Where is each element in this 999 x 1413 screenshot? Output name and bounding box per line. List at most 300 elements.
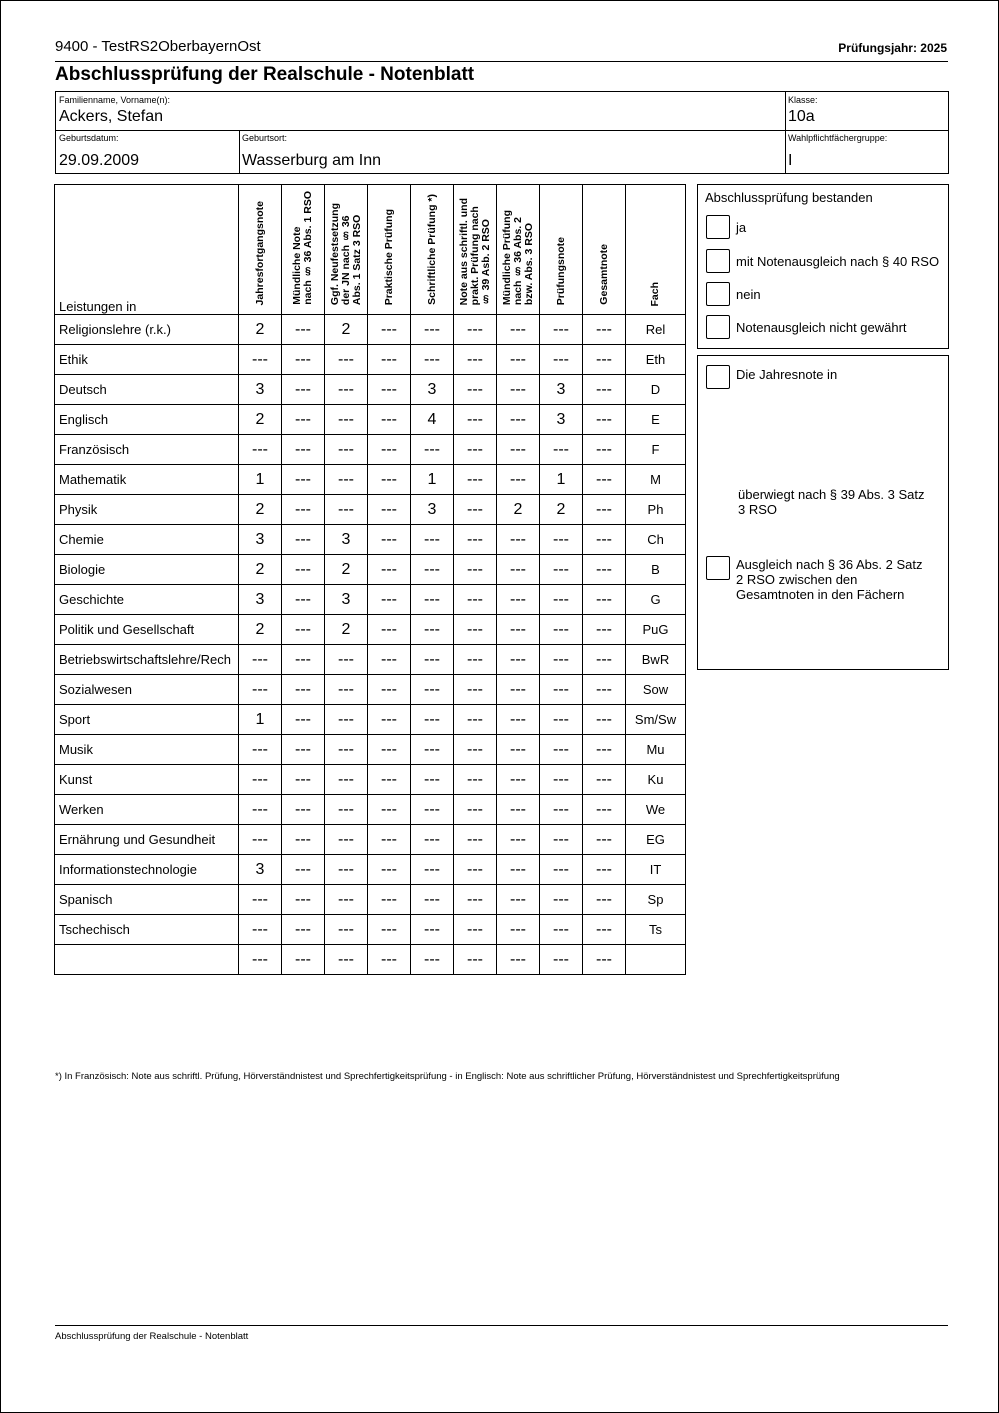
grade-cell: ---: [497, 885, 540, 915]
grade-cell: ---: [411, 825, 454, 855]
grade-cell: ---: [325, 465, 368, 495]
subject-name: Französisch: [55, 435, 239, 465]
grade-cell: ---: [540, 765, 583, 795]
grade-cell: ---: [282, 465, 325, 495]
grade-cell: 1: [239, 705, 282, 735]
grade-cell: ---: [239, 645, 282, 675]
checkbox-jahresnote[interactable]: [706, 365, 730, 389]
grade-cell: ---: [368, 645, 411, 675]
option-ja-label: ja: [736, 220, 747, 235]
grade-cell: ---: [368, 615, 411, 645]
subject-name: Geschichte: [55, 585, 239, 615]
grade-cell: ---: [325, 645, 368, 675]
grade-cell: ---: [583, 945, 626, 975]
grade-cell: ---: [239, 945, 282, 975]
grade-cell: ---: [368, 945, 411, 975]
grade-cell: ---: [497, 435, 540, 465]
grade-cell: ---: [239, 825, 282, 855]
grade-cell: ---: [282, 345, 325, 375]
grade-cell: ---: [454, 855, 497, 885]
table-row: [55, 615, 686, 645]
grade-cell: ---: [325, 825, 368, 855]
page-title: Abschlussprüfung der Realschule - Notenblatt: [55, 64, 475, 85]
grade-cell: ---: [368, 315, 411, 345]
subject-name: Biologie: [55, 555, 239, 585]
subject-name: Physik: [55, 495, 239, 525]
option-notenausgleich-label: mit Notenausgleich nach § 40 RSO: [736, 254, 940, 269]
grade-cell: ---: [583, 915, 626, 945]
ausgleich-text: Ausgleich nach § 36 Abs. 2 Satz 2 RSO zwischen den Gesamtnoten in den Fächern: [736, 557, 923, 602]
grade-cell: ---: [497, 765, 540, 795]
grade-cell: ---: [454, 495, 497, 525]
column-header: [497, 185, 540, 315]
grade-cell: ---: [540, 345, 583, 375]
fach-abbreviation: EG: [626, 825, 686, 855]
grade-cell: ---: [411, 945, 454, 975]
grade-cell: ---: [583, 645, 626, 675]
grade-cell: ---: [583, 885, 626, 915]
grade-cell: ---: [368, 465, 411, 495]
grade-cell: ---: [497, 525, 540, 555]
grade-cell: ---: [368, 375, 411, 405]
grade-cell: ---: [239, 735, 282, 765]
table-row: [55, 525, 686, 555]
grade-cell: ---: [282, 675, 325, 705]
grade-cell: 3: [239, 525, 282, 555]
header-divider: [55, 61, 948, 62]
grade-cell: ---: [497, 825, 540, 855]
grade-cell: ---: [583, 375, 626, 405]
grade-cell: ---: [497, 465, 540, 495]
grade-cell: ---: [411, 675, 454, 705]
table-row: [55, 705, 686, 735]
checkbox-nein[interactable]: [706, 282, 730, 306]
grade-cell: 3: [239, 855, 282, 885]
grade-cell: ---: [368, 705, 411, 735]
grade-cell: ---: [454, 825, 497, 855]
grade-cell: ---: [411, 795, 454, 825]
grade-cell: ---: [583, 345, 626, 375]
grade-cell: ---: [454, 795, 497, 825]
grade-cell: ---: [540, 825, 583, 855]
table-row: [55, 855, 686, 885]
exam-year: Prüfungsjahr: 2025: [838, 41, 947, 55]
grade-cell: 2: [325, 615, 368, 645]
grade-cell: 1: [239, 465, 282, 495]
grade-cell: ---: [282, 555, 325, 585]
grade-cell: ---: [325, 345, 368, 375]
grade-cell: 3: [411, 495, 454, 525]
checkbox-notenausgleich[interactable]: [706, 249, 730, 273]
grade-cell: 4: [411, 405, 454, 435]
grade-cell: ---: [368, 555, 411, 585]
grade-cell: ---: [411, 645, 454, 675]
checkbox-nicht-gewaehrt[interactable]: [706, 315, 730, 339]
grade-cell: ---: [540, 855, 583, 885]
grade-cell: ---: [411, 615, 454, 645]
grade-cell: 3: [411, 375, 454, 405]
column-header-label: Ggf. Neufestsetzung der JN nach § 36 Abs. 1 Satz 3 RSO: [328, 202, 363, 305]
grade-cell: ---: [497, 795, 540, 825]
footer-text: Abschlussprüfung der Realschule - Notenblatt: [55, 1331, 249, 1342]
grade-cell: 3: [540, 405, 583, 435]
grade-cell: ---: [583, 435, 626, 465]
grade-cell: ---: [540, 435, 583, 465]
grade-cell: ---: [583, 585, 626, 615]
grade-cell: ---: [282, 315, 325, 345]
fach-abbreviation: Sp: [626, 885, 686, 915]
ueberwiegt-text: überwiegt nach § 39 Abs. 3 Satz 3 RSO: [738, 487, 925, 517]
table-row: [55, 645, 686, 675]
grade-cell: ---: [411, 435, 454, 465]
grade-cell: 3: [325, 585, 368, 615]
grade-cell: ---: [540, 555, 583, 585]
grade-cell: ---: [540, 645, 583, 675]
birthplace-label: Geburtsort:: [242, 133, 288, 143]
grade-cell: ---: [411, 765, 454, 795]
grade-cell: ---: [368, 435, 411, 465]
grade-cell: ---: [454, 945, 497, 975]
grade-cell: ---: [282, 915, 325, 945]
passed-box: [697, 184, 949, 349]
table-row: [55, 345, 686, 375]
grade-cell: ---: [325, 765, 368, 795]
fach-abbreviation: Eth: [626, 345, 686, 375]
fach-abbreviation: Rel: [626, 315, 686, 345]
fach-abbreviation: BwR: [626, 645, 686, 675]
grade-cell: ---: [325, 435, 368, 465]
grade-cell: ---: [497, 345, 540, 375]
grade-cell: ---: [540, 945, 583, 975]
grade-cell: 2: [325, 315, 368, 345]
grade-cell: ---: [454, 345, 497, 375]
table-row: [55, 945, 686, 975]
table-row: [55, 825, 686, 855]
subject-name: Chemie: [55, 525, 239, 555]
column-header-label: Fach: [649, 282, 661, 307]
table-row: [55, 885, 686, 915]
column-header: [540, 185, 583, 315]
grade-cell: ---: [454, 705, 497, 735]
column-header-label: Jahresfortgangsnote: [253, 200, 266, 305]
grade-cell: ---: [497, 585, 540, 615]
grade-cell: 2: [540, 495, 583, 525]
grade-cell: ---: [583, 675, 626, 705]
subject-name: Ernährung und Gesundheit: [55, 825, 239, 855]
grade-cell: ---: [540, 885, 583, 915]
subject-name: Kunst: [55, 765, 239, 795]
grade-cell: ---: [411, 585, 454, 615]
subject-name: Politik und Gesellschaft: [55, 615, 239, 645]
subject-name: Informationstechnologie: [55, 855, 239, 885]
grade-cell: ---: [411, 735, 454, 765]
grade-cell: ---: [583, 765, 626, 795]
grade-cell: ---: [282, 855, 325, 885]
grade-cell: ---: [282, 645, 325, 675]
grade-cell: ---: [497, 375, 540, 405]
subject-name: Spanisch: [55, 885, 239, 915]
grade-cell: ---: [325, 945, 368, 975]
grade-cell: ---: [497, 645, 540, 675]
grade-cell: ---: [325, 915, 368, 945]
grade-cell: ---: [282, 585, 325, 615]
grade-cell: ---: [282, 735, 325, 765]
group-label: Wahlpflichtfächergruppe:: [788, 133, 888, 143]
grade-cell: 2: [239, 555, 282, 585]
annual-grade-box: [697, 355, 949, 670]
grade-cell: ---: [239, 795, 282, 825]
table-row: [55, 495, 686, 525]
grade-cell: 2: [239, 615, 282, 645]
fach-abbreviation: Ph: [626, 495, 686, 525]
grade-cell: ---: [540, 915, 583, 945]
grade-cell: ---: [583, 705, 626, 735]
grade-cell: ---: [583, 405, 626, 435]
grade-cell: ---: [497, 405, 540, 435]
class-label: Klasse:: [788, 95, 818, 105]
grade-cell: ---: [454, 885, 497, 915]
footnote: *) In Französisch: Note aus schriftl. Prüfung, Hörverständnistest und Sprechfertigkeitsprüfung - in Englisch: Note aus schriftlicher Prüfung, Hörverständnistest und Sprechfertigkeitsprüfung: [55, 1071, 840, 1082]
grade-cell: ---: [583, 825, 626, 855]
grade-cell: 2: [239, 495, 282, 525]
column-header: [239, 185, 282, 315]
subject-name: Deutsch: [55, 375, 239, 405]
birthplace-value: Wasserburg am Inn: [242, 152, 382, 169]
grade-cell: ---: [368, 405, 411, 435]
grade-cell: ---: [239, 915, 282, 945]
class-value: 10a: [788, 108, 815, 125]
grade-cell: ---: [282, 795, 325, 825]
grade-cell: 2: [239, 315, 282, 345]
fach-abbreviation: Ts: [626, 915, 686, 945]
grade-cell: ---: [411, 555, 454, 585]
jahresnote-label: Die Jahresnote in: [736, 367, 838, 382]
table-header-row: [55, 185, 686, 315]
student-info-box: [55, 91, 949, 174]
grade-cell: ---: [583, 525, 626, 555]
fach-abbreviation: We: [626, 795, 686, 825]
grade-cell: ---: [411, 345, 454, 375]
grade-cell: ---: [368, 585, 411, 615]
column-header-label: Mündliche Note nach § 36 Abs. 1 RSO: [291, 191, 314, 305]
column-header: [325, 185, 368, 315]
column-header-label: Praktische Prüfung: [382, 208, 395, 305]
birthdate-value: 29.09.2009: [59, 152, 140, 169]
grade-cell: ---: [583, 555, 626, 585]
grade-cell: ---: [325, 885, 368, 915]
grade-cell: ---: [497, 735, 540, 765]
grade-cell: ---: [497, 855, 540, 885]
table-row: [55, 915, 686, 945]
grade-cell: ---: [411, 705, 454, 735]
grade-cell: ---: [583, 465, 626, 495]
grade-cell: ---: [282, 435, 325, 465]
subject-name: Betriebswirtschaftslehre/Rech: [55, 645, 239, 675]
subject-name: Englisch: [55, 405, 239, 435]
column-header-label: Note aus schriftl. und prakt. Prüfung nach § 39 Asb. 2 RSO: [457, 197, 492, 305]
fach-abbreviation: IT: [626, 855, 686, 885]
subject-name: Religionslehre (r.k.): [55, 315, 239, 345]
grade-cell: ---: [497, 315, 540, 345]
fach-abbreviation: Sow: [626, 675, 686, 705]
grade-cell: 1: [540, 465, 583, 495]
table-row: [55, 795, 686, 825]
table-row: [55, 585, 686, 615]
grade-cell: ---: [325, 495, 368, 525]
grade-cell: ---: [239, 765, 282, 795]
table-row: [55, 375, 686, 405]
footer-divider: [55, 1325, 948, 1326]
column-header: [368, 185, 411, 315]
option-nicht-gewaehrt-label: Notenausgleich nicht gewährt: [736, 320, 907, 335]
grade-cell: ---: [325, 705, 368, 735]
grade-cell: 3: [325, 525, 368, 555]
table-row: [55, 405, 686, 435]
subject-name: Musik: [55, 735, 239, 765]
grade-cell: ---: [540, 735, 583, 765]
grade-cell: ---: [368, 915, 411, 945]
column-header-label: Gesamtnote: [597, 244, 610, 305]
grade-cell: ---: [368, 855, 411, 885]
subject-name: Werken: [55, 795, 239, 825]
student-name: Ackers, Stefan: [59, 108, 164, 125]
grade-cell: ---: [368, 795, 411, 825]
grade-cell: ---: [411, 855, 454, 885]
grade-cell: ---: [583, 315, 626, 345]
grade-cell: ---: [368, 765, 411, 795]
grade-cell: ---: [583, 495, 626, 525]
column-header-label: Mündliche Prüfung nach § 36 Abs. 2 bzw. Abs. 3 RSO: [500, 209, 535, 305]
column-header-label: Prüfungsnote: [554, 236, 567, 305]
grade-cell: ---: [325, 675, 368, 705]
name-label: Familienname, Vorname(n):: [59, 95, 171, 105]
grade-cell: ---: [540, 585, 583, 615]
subject-name: Ethik: [55, 345, 239, 375]
grade-cell: ---: [540, 705, 583, 735]
fach-abbreviation: G: [626, 585, 686, 615]
subject-name: Sport: [55, 705, 239, 735]
table-row: [55, 555, 686, 585]
fach-abbreviation: Ku: [626, 765, 686, 795]
grade-cell: ---: [368, 345, 411, 375]
header-leistungen: Leistungen in: [55, 185, 239, 315]
grade-cell: 2: [325, 555, 368, 585]
grade-cell: ---: [454, 735, 497, 765]
grade-cell: ---: [325, 735, 368, 765]
grade-cell: ---: [368, 675, 411, 705]
checkbox-ausgleich[interactable]: [706, 556, 730, 580]
fach-abbreviation: B: [626, 555, 686, 585]
grade-cell: ---: [583, 735, 626, 765]
grade-cell: ---: [583, 795, 626, 825]
table-row: [55, 435, 686, 465]
table-row: [55, 735, 686, 765]
column-header: [411, 185, 454, 315]
grade-cell: ---: [454, 405, 497, 435]
subject-name: Sozialwesen: [55, 675, 239, 705]
grade-cell: ---: [497, 675, 540, 705]
grade-cell: ---: [411, 885, 454, 915]
birthdate-label: Geburtsdatum:: [59, 133, 119, 143]
grade-cell: ---: [540, 525, 583, 555]
grade-cell: ---: [497, 615, 540, 645]
fach-abbreviation: E: [626, 405, 686, 435]
grade-cell: ---: [454, 585, 497, 615]
grade-cell: ---: [454, 765, 497, 795]
grade-cell: ---: [454, 375, 497, 405]
fach-abbreviation: PuG: [626, 615, 686, 645]
grade-cell: ---: [282, 765, 325, 795]
grade-cell: ---: [454, 555, 497, 585]
fach-abbreviation: Mu: [626, 735, 686, 765]
grade-cell: ---: [497, 555, 540, 585]
checkbox-ja[interactable]: [706, 215, 730, 239]
column-header: [626, 185, 686, 315]
grade-cell: ---: [540, 315, 583, 345]
column-header: [282, 185, 325, 315]
grade-cell: ---: [454, 465, 497, 495]
grade-cell: ---: [325, 855, 368, 885]
grade-cell: ---: [540, 615, 583, 645]
fach-abbreviation: F: [626, 435, 686, 465]
grade-cell: ---: [454, 615, 497, 645]
grade-cell: ---: [368, 885, 411, 915]
column-header: [454, 185, 497, 315]
grade-cell: ---: [411, 525, 454, 555]
grade-cell: 3: [239, 375, 282, 405]
grade-cell: ---: [454, 525, 497, 555]
grade-cell: ---: [368, 495, 411, 525]
grade-cell: ---: [454, 435, 497, 465]
table-row: [55, 765, 686, 795]
fach-abbreviation: Ch: [626, 525, 686, 555]
grade-cell: ---: [282, 705, 325, 735]
grade-cell: ---: [282, 885, 325, 915]
grade-cell: 1: [411, 465, 454, 495]
grade-cell: ---: [454, 675, 497, 705]
grade-cell: ---: [282, 945, 325, 975]
grade-cell: ---: [454, 315, 497, 345]
grade-cell: ---: [239, 675, 282, 705]
grade-cell: ---: [282, 825, 325, 855]
subject-name: Mathematik: [55, 465, 239, 495]
grade-cell: 2: [497, 495, 540, 525]
table-row: [55, 675, 686, 705]
grade-cell: ---: [368, 525, 411, 555]
grade-cell: ---: [325, 375, 368, 405]
table-row: [55, 465, 686, 495]
grade-cell: ---: [583, 615, 626, 645]
grade-cell: ---: [282, 405, 325, 435]
grade-cell: 3: [239, 585, 282, 615]
grade-cell: ---: [497, 945, 540, 975]
grade-cell: ---: [454, 645, 497, 675]
fach-abbreviation: [626, 945, 686, 975]
grade-cell: ---: [239, 885, 282, 915]
fach-abbreviation: Sm/Sw: [626, 705, 686, 735]
subject-name: [55, 945, 239, 975]
passed-title: Abschlussprüfung bestanden: [705, 190, 873, 205]
grade-cell: ---: [454, 915, 497, 945]
school-name: 9400 - TestRS2OberbayernOst: [55, 38, 261, 55]
table-row: [55, 315, 686, 345]
grade-cell: ---: [282, 375, 325, 405]
grade-cell: 3: [540, 375, 583, 405]
fach-abbreviation: M: [626, 465, 686, 495]
group-value: I: [788, 152, 793, 169]
grade-cell: ---: [540, 795, 583, 825]
column-header-label: Schriftliche Prüfung *): [425, 194, 438, 305]
